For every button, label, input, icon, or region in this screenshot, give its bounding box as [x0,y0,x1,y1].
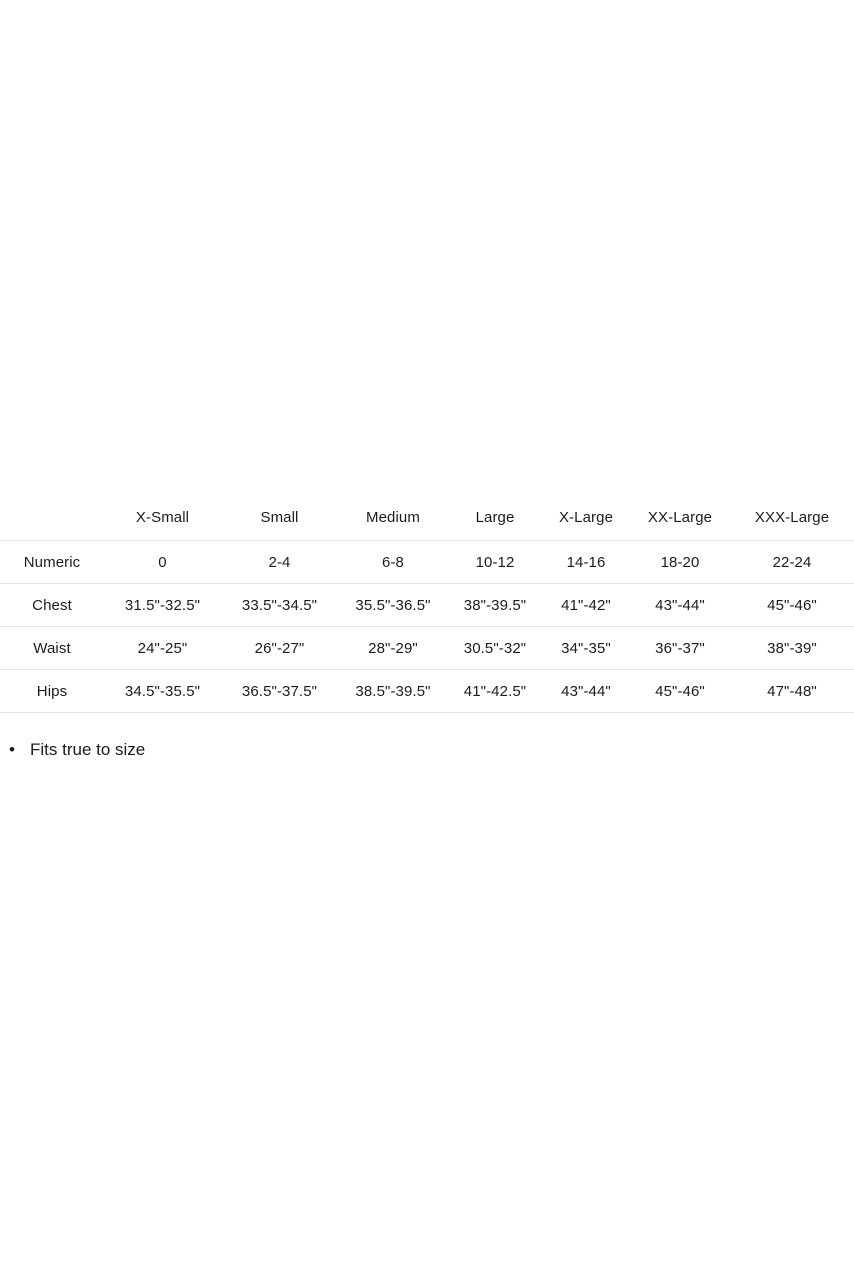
cell-waist-medium: 28"-29" [368,639,418,657]
table-row [0,584,854,627]
cell-hips-x-small: 34.5"-35.5" [124,682,201,700]
size-chart-header [0,494,854,541]
row-label-waist: Waist [33,639,71,657]
cell-hips-xx-large: 45"-46" [655,682,705,700]
column-header-x-large: X-Large [558,508,614,526]
cell-waist-xx-large: 36"-37" [655,639,705,657]
size-chart-page [0,494,854,761]
size-chart-table [0,494,854,713]
cell-hips-x-large: 43"-44" [561,682,611,700]
column-header-medium: Medium [366,508,420,526]
column-header-corner [0,494,104,541]
cell-waist-xxx-large: 38"-39" [767,639,817,657]
table-row [0,670,854,713]
column-header-xx-large: XX-Large [647,508,713,526]
cell-waist-large: 30.5"-32" [463,639,527,657]
fit-note-text: Fits true to size [30,740,146,759]
cell-waist-small: 26"-27" [254,639,305,657]
cell-numeric-x-large: 14-16 [566,553,606,571]
cell-chest-xxx-large: 45"-46" [767,596,817,614]
cell-numeric-small: 2-4 [268,553,291,571]
cell-hips-large: 41"-42.5" [463,682,527,700]
cell-numeric-xxx-large: 22-24 [772,553,812,571]
cell-numeric-x-small: 0 [158,553,167,571]
cell-numeric-medium: 6-8 [382,553,404,571]
list-item [0,739,854,761]
bullet-icon: • [9,740,15,759]
cell-numeric-large: 10-12 [475,553,515,571]
cell-hips-xxx-large: 47"-48" [767,682,817,700]
cell-chest-medium: 35.5"-36.5" [355,596,431,614]
table-row [0,627,854,670]
cell-chest-small: 33.5"-34.5" [241,596,318,614]
row-label-numeric: Numeric [23,553,81,571]
cell-numeric-xx-large: 18-20 [660,553,700,571]
cell-waist-x-large: 34"-35" [561,639,611,657]
cell-chest-x-small: 31.5"-32.5" [124,596,201,614]
row-label-hips: Hips [36,682,68,700]
cell-hips-small: 36.5"-37.5" [241,682,318,700]
table-row [0,541,854,584]
column-header-x-small: X-Small [135,508,190,526]
cell-waist-x-small: 24"-25" [137,639,188,657]
column-header-xxx-large: XXX-Large [754,508,830,526]
column-header-small: Small [260,508,299,526]
row-label-chest: Chest [32,596,72,614]
column-header-large: Large [475,508,515,526]
size-chart-body [0,541,854,713]
cell-chest-x-large: 41"-42" [561,596,611,614]
header-row [0,494,854,541]
cell-hips-medium: 38.5"-39.5" [355,682,431,700]
fit-notes-list [0,713,854,761]
cell-chest-large: 38"-39.5" [463,596,527,614]
cell-chest-xx-large: 43"-44" [655,596,705,614]
